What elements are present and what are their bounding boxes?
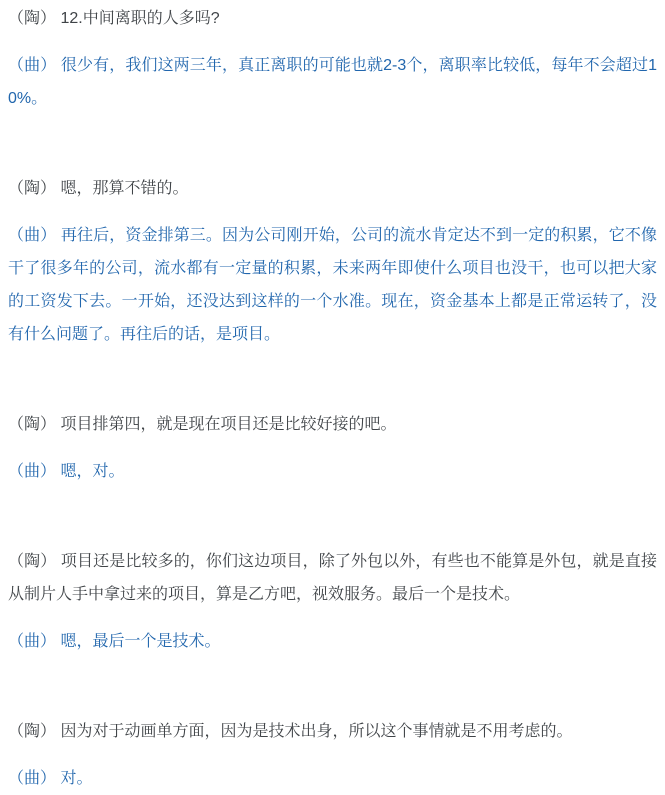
transcript-paragraph: （曲） 嗯，对。 — [8, 463, 125, 480]
transcript-paragraph: （曲） 很少有，我们这两三年，真正离职的可能也就2-3个，离职率比较低，每年不会超过10%。 — [8, 57, 657, 107]
transcript-paragraph: （陶） 项目排第四，就是现在项目还是比较好接的吧。 — [8, 416, 397, 433]
transcript-paragraph: （曲） 嗯，最后一个是技术。 — [8, 633, 221, 650]
transcript-paragraph: （陶） 12.中间离职的人多吗? — [8, 10, 220, 27]
transcript-paragraph: （陶） 嗯，那算不错的。 — [8, 180, 189, 197]
transcript-paragraph: （陶） 因为对于动画单方面，因为是技术出身，所以这个事情就是不用考虑的。 — [8, 723, 573, 740]
transcript-paragraph: （陶） 项目还是比较多的，你们这边项目，除了外包以外，有些也不能算是外包，就是直接从制片人手中拿过来的项目，算是乙方吧，视效服务。最后一个是技术。 — [8, 553, 657, 603]
transcript-paragraph: （曲） 对。 — [8, 770, 93, 787]
transcript-paragraph: （曲） 再往后，资金排第三。因为公司刚开始，公司的流水肯定达不到一定的积累，它不像干了很多年的公司，流水都有一定量的积累，未来两年即使什么项目也没干，也可以把大家的工资发下去。一开始，还没达到这样的一个水准。现在，资金基本上都是正常运转了，没有什么问题了。再往后的话，是项目。 — [8, 227, 657, 343]
